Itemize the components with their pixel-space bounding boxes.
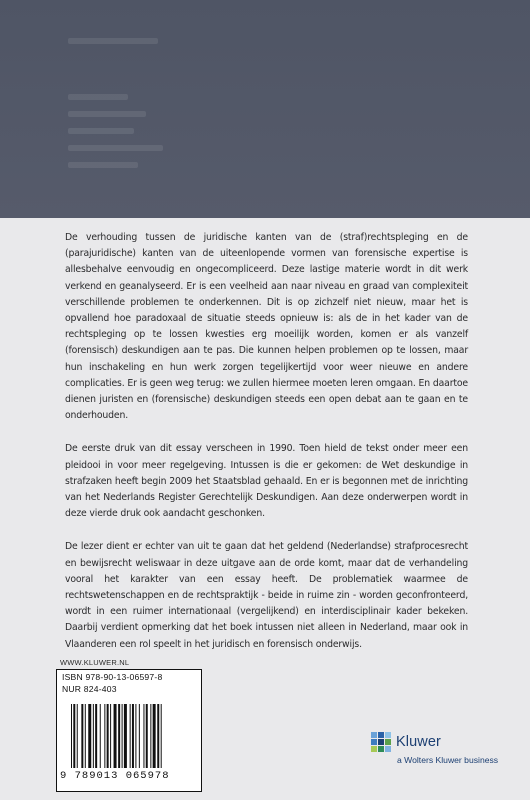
faint-line [68,128,134,134]
barcode-stripe [88,704,91,768]
barcode-stripe [118,704,120,768]
barcode-stripe [81,704,83,768]
barcode-stripe [100,704,101,768]
bottom-panel [0,218,530,800]
isbn-text: ISBN 978-90-13-06597-8 [62,672,163,682]
barcode-stripe [139,704,140,768]
barcode-stripe [132,704,134,768]
barcode-stripe [77,704,78,768]
faint-line [68,94,128,100]
faint-line [68,111,146,117]
barcode-stripe [130,704,131,768]
barcode-stripe [161,704,162,768]
barcode-stripe [135,704,136,768]
publisher-tagline: a Wolters Kluwer business [397,755,499,765]
faint-title-block [68,38,163,179]
publisher-url: WWW.KLUWER.NL [60,658,130,667]
barcode-stripe [71,704,72,768]
faint-line [68,145,163,151]
barcode-stripe [122,704,123,768]
blurb-paragraph: De eerste druk van dit essay verscheen in 1990. Toen hield de tekst onder meer een pleidooi in voor meer regelgeving. Intussen is die er gekomen: de Wet deskundige in strafzaken heeft begin 2009 het Staatsblad gehaald. En er is begonnen met de inrichting van het Nederlands Register Gerechtelijk Deskundigen. Aan deze onderwerpen wordt in deze vierde druk ook aandacht geschonken. [65,443,468,520]
top-band [0,0,530,218]
barcode-stripe [157,704,159,768]
faint-line [68,38,158,44]
blurb-text [65,230,468,670]
kluwer-globe-icon [370,731,392,753]
nur-text: NUR 824-403 [62,684,117,694]
barcode-stripe [146,704,148,768]
barcode-stripe [73,704,75,768]
barcode-bars [71,704,195,768]
barcode-stripe [93,704,94,768]
publisher-name: Kluwer [396,734,441,750]
barcode-stripe [150,704,151,768]
barcode-stripe [107,704,109,768]
barcode-stripe [153,704,156,768]
barcode-stripe [85,704,86,768]
barcode-stripe [114,704,117,768]
barcode-box [56,669,202,792]
blurb-paragraph: De lezer dient er echter van uit te gaan dat het geldend (Nederlandse) strafprocesrecht en bewijsrecht weliswaar in deze uitgave aan de orde komt, maar dat de verhandeling vooral het karakter van een essay heeft. De problematiek waarmee de rechtswetenschappen en de rechtspraktijk - beide in ruime zin - worden geconfronteerd, wordt in een ruimer internationaal (vergelijkend) en interdisciplinair kader bekeken. Daarbij verdient opmerking dat het boek intussen niet alleen in Nederland, maar ook in Vlaanderen een rol speelt in het juridisch en forensisch onderwijs. [65,541,468,650]
barcode-stripe [95,704,97,768]
barcode-stripe [110,704,111,768]
barcode-digits: 9 789013 065978 [60,770,170,782]
barcode-stripe [104,704,105,768]
barcode-stripe [124,704,127,768]
faint-line [68,162,138,168]
barcode-stripe [143,704,144,768]
blurb-paragraph: De verhouding tussen de juridische kanten van de (straf)rechtspleging en de (parajuridische) kanten van de uiteenlopende vormen van forensische expertise is allesbehalve eenvoudig en ongecompliceerd. Deze lastige materie wordt in dit werk verkend en geanalyseerd. Er is een veelheid aan naar niveau en graad van complexiteit verschillende problemen te onderkennen. Dit is op zichzelf niet nieuw, maar het is opvallend hoe paradoxaal de situatie steeds opnieuw is: als de in het kader van de rechtspleging op te lossen kwesties erg moeilijk worden, komen er als vanzelf (forensisch) deskundigen aan te pas. Die kunnen helpen problemen op te lossen, maar hun inschakeling en hun werk zorgen tegelijkertijd voor weer nieuwe en andere complicaties. Er is geen weg terug: we zullen hiermee moeten leren omgaan. En daartoe dienen juristen en (forensische) deskundigen steeds een open debat aan te gaan en te onderhouden. [65,232,468,422]
